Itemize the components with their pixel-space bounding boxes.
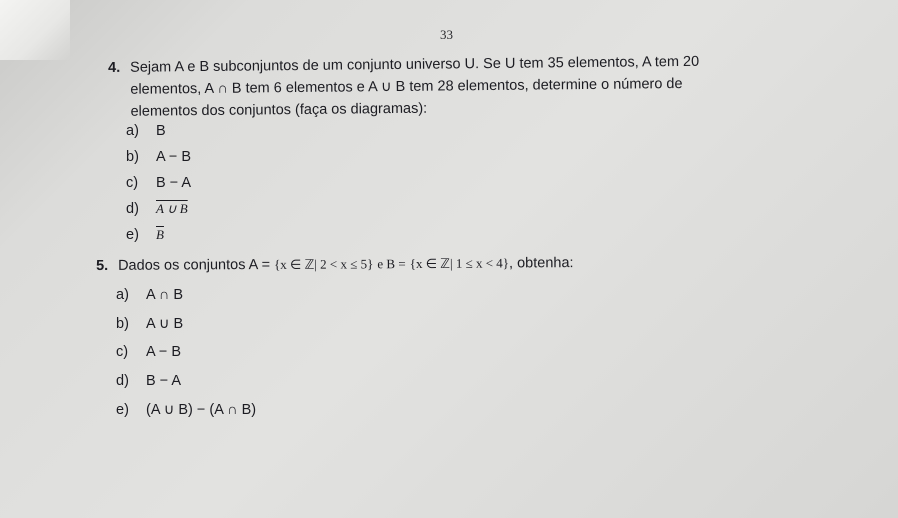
paper-corner <box>0 0 70 60</box>
question-4-item-b <box>126 149 191 165</box>
item-text: (A ∪ B) − (A ∩ B) <box>146 402 257 418</box>
item-label: b) <box>116 316 129 332</box>
question-5-item-b <box>116 316 183 332</box>
item-text: $\overline{B}$ <box>156 227 164 242</box>
item-label: a) <box>116 287 129 303</box>
question-5-item-a <box>116 287 183 303</box>
question-4-number: 4. <box>108 59 121 76</box>
question-4-item-a <box>126 123 166 139</box>
item-text: A − B <box>146 344 182 360</box>
question-5-item-e <box>116 402 256 418</box>
item-label: c) <box>126 175 139 191</box>
question-5-end: , obtenha: <box>508 255 574 272</box>
question-4-item-c <box>126 175 191 191</box>
item-text: A ∪ B <box>146 316 184 332</box>
question-5-item-d <box>116 373 181 389</box>
item-text: A − B <box>156 149 192 165</box>
page-number: 33 <box>440 27 453 42</box>
question-4-text-2: elementos, A ∩ B tem 6 elementos e A ∪ B tem 28 elementos, determine o número de <box>130 75 683 98</box>
question-4 <box>108 50 789 123</box>
question-5-mid: e B = <box>377 256 406 272</box>
question-5-item-c <box>116 344 181 360</box>
item-text: B <box>156 123 166 139</box>
set-a-definition: {x ∈ ℤ| 2 < x ≤ 5} <box>273 256 374 272</box>
item-label: e) <box>126 227 139 243</box>
item-label: c) <box>116 344 129 360</box>
item-label: d) <box>116 373 129 389</box>
item-text: A ∩ B <box>146 287 184 303</box>
item-text: B − A <box>146 373 182 389</box>
item-label: d) <box>126 201 139 217</box>
set-b-definition: {x ∈ ℤ| 1 ≤ x < 4} <box>409 255 510 272</box>
question-4-item-d <box>126 201 188 217</box>
question-4-text-1: Sejam A e B subconjuntos de um conjunto universo U. Se U tem 35 elementos, A tem 20 <box>130 53 700 76</box>
question-4-item-e <box>126 227 164 243</box>
question-5-number: 5. <box>96 257 109 274</box>
question-5-intro: Dados os conjuntos A = <box>118 256 271 274</box>
item-text: A ∪ B <box>156 201 188 216</box>
item-text: B − A <box>156 175 192 191</box>
item-label: a) <box>126 123 139 139</box>
item-label: e) <box>116 402 129 418</box>
question-5 <box>96 251 736 277</box>
item-label: b) <box>126 149 139 165</box>
question-4-text-3: elementos dos conjuntos (faça os diagramas): <box>130 100 428 120</box>
